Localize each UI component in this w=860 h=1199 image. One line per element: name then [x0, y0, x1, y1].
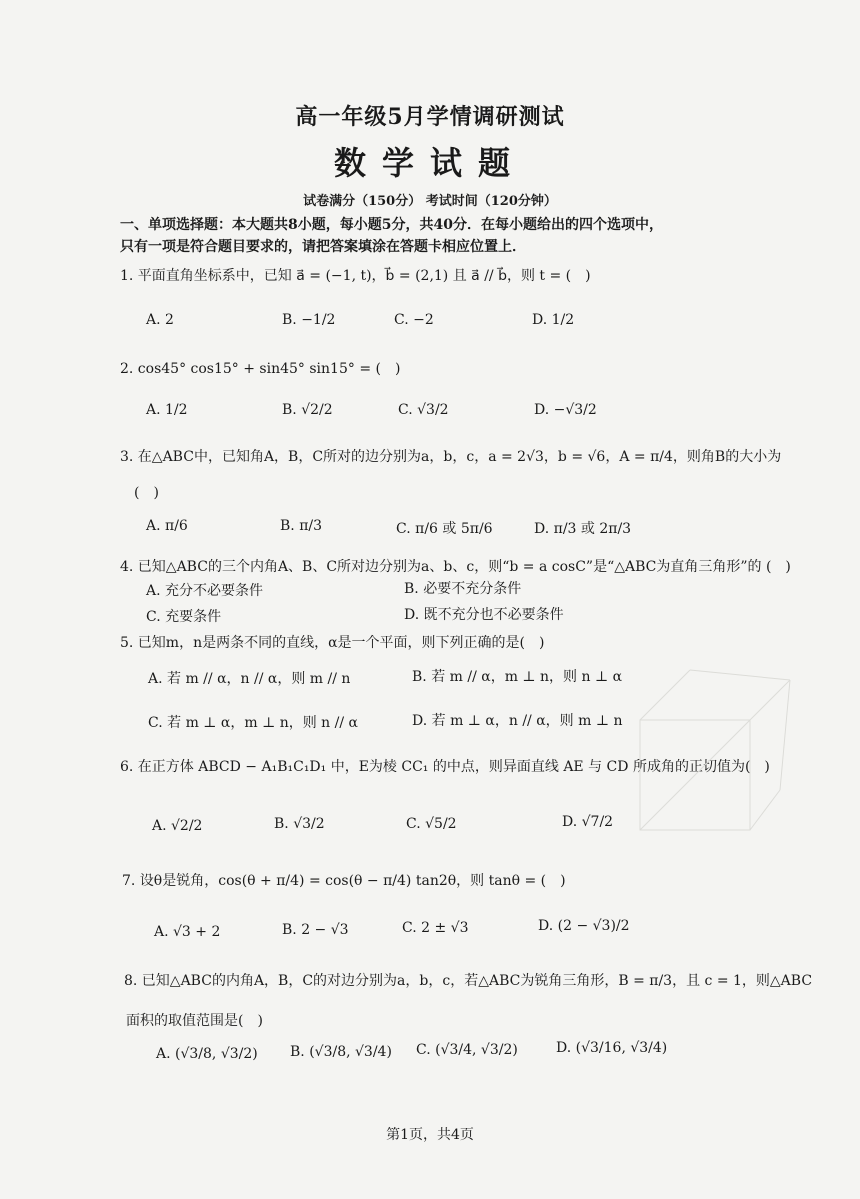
question-1-option-d: D. 1/2 — [532, 312, 575, 328]
question-2-option-c: C. √3/2 — [398, 402, 449, 418]
question-3-stem-continued: ( ) — [134, 485, 159, 501]
question-3-option-a: A. π/6 — [146, 518, 188, 534]
question-7-option-d: D. (2 − √3)/2 — [538, 918, 630, 934]
question-3-option-d: D. π/3 或 2π/3 — [534, 521, 632, 537]
question-5-stem: 5. 已知m，n是两条不同的直线，α是一个平面，则下列正确的是( ) — [120, 635, 545, 651]
question-5-option-c: C. 若 m ⊥ α，m ⊥ n，则 n // α — [148, 715, 358, 731]
question-6-option-b: B. √3/2 — [274, 816, 325, 832]
section-instructions-line1: 一、单项选择题：本大题共8小题，每小题5分，共40分．在每小题给出的四个选项中， — [120, 217, 663, 233]
question-8-option-a: A. (√3/8, √3/2) — [156, 1046, 258, 1062]
question-1-option-c: C. −2 — [394, 312, 434, 328]
question-7-option-a: A. √3 + 2 — [154, 924, 221, 940]
question-8-option-c: C. (√3/4, √3/2) — [416, 1042, 518, 1058]
question-2-option-d: D. −√3/2 — [534, 402, 597, 418]
question-6-option-a: A. √2/2 — [152, 818, 203, 834]
question-4-option-b: B. 必要不充分条件 — [404, 581, 522, 597]
question-3-option-b: B. π/3 — [280, 518, 323, 534]
question-2-option-a: A. 1/2 — [146, 402, 188, 418]
question-1-option-b: B. −1/2 — [282, 312, 336, 328]
question-8-stem: 8. 已知△ABC的内角A，B，C的对边分别为a，b，c，若△ABC为锐角三角形，B = π/3，且 c = 1，则△ABC — [124, 973, 813, 989]
exam-meta: 试卷满分（150分） 考试时间（120分钟） — [303, 194, 557, 209]
question-2-stem: 2. cos45° cos15° + sin45° sin15° = ( ) — [120, 361, 401, 377]
question-6-option-d: D. √7/2 — [562, 814, 614, 830]
bleed-through-figure — [620, 660, 800, 840]
exam-title: 高一年级5月学情调研测试 — [295, 104, 565, 130]
question-4-option-a: A. 充分不必要条件 — [146, 583, 264, 599]
question-7-option-b: B. 2 − √3 — [282, 922, 349, 938]
question-8-option-d: D. (√3/16, √3/4) — [556, 1040, 668, 1056]
question-8-option-b: B. (√3/8, √3/4) — [290, 1044, 392, 1060]
section-instructions-line2: 只有一项是符合题目要求的，请把答案填涂在答题卡相应位置上． — [120, 239, 526, 255]
question-8-stem-continued: 面积的取值范围是( ) — [126, 1013, 263, 1029]
question-6-stem: 6. 在正方体 ABCD − A₁B₁C₁D₁ 中，E为棱 CC₁ 的中点，则异面直线 AE 与 CD 所成角的正切值为( ) — [120, 759, 770, 775]
question-1-stem: 1. 平面直角坐标系中，已知 a⃗ = (−1, t)，b⃗ = (2,1) 且 a⃗ // b⃗，则 t = ( ) — [120, 268, 591, 284]
question-4-option-c: C. 充要条件 — [146, 609, 222, 625]
question-6-option-c: C. √5/2 — [406, 816, 457, 832]
question-4-option-d: D. 既不充分也不必要条件 — [404, 607, 564, 623]
question-5-option-b: B. 若 m // α，m ⊥ n，则 n ⊥ α — [412, 669, 623, 685]
question-7-stem: 7. 设θ是锐角，cos(θ + π/4) = cos(θ − π/4) tan2θ，则 tanθ = ( ) — [122, 873, 566, 889]
page-footer: 第1页，共4页 — [386, 1127, 474, 1143]
question-1-option-a: A. 2 — [146, 312, 174, 328]
question-3-stem: 3. 在△ABC中，已知角A，B，C所对的边分别为a，b，c，a = 2√3，b = √6，A = π/4，则角B的大小为 — [120, 449, 782, 465]
question-2-option-b: B. √2/2 — [282, 402, 333, 418]
subject-title: 数学试题 — [333, 144, 526, 182]
question-4-stem: 4. 已知△ABC的三个内角A、B、C所对边分别为a、b、c，则“b = a cosC”是“△ABC为直角三角形”的 ( ) — [120, 559, 791, 575]
question-5-option-d: D. 若 m ⊥ α，n // α，则 m ⊥ n — [412, 713, 623, 729]
question-7-option-c: C. 2 ± √3 — [402, 920, 469, 936]
question-3-option-c: C. π/6 或 5π/6 — [396, 521, 493, 537]
question-5-option-a: A. 若 m // α，n // α，则 m // n — [148, 671, 351, 687]
